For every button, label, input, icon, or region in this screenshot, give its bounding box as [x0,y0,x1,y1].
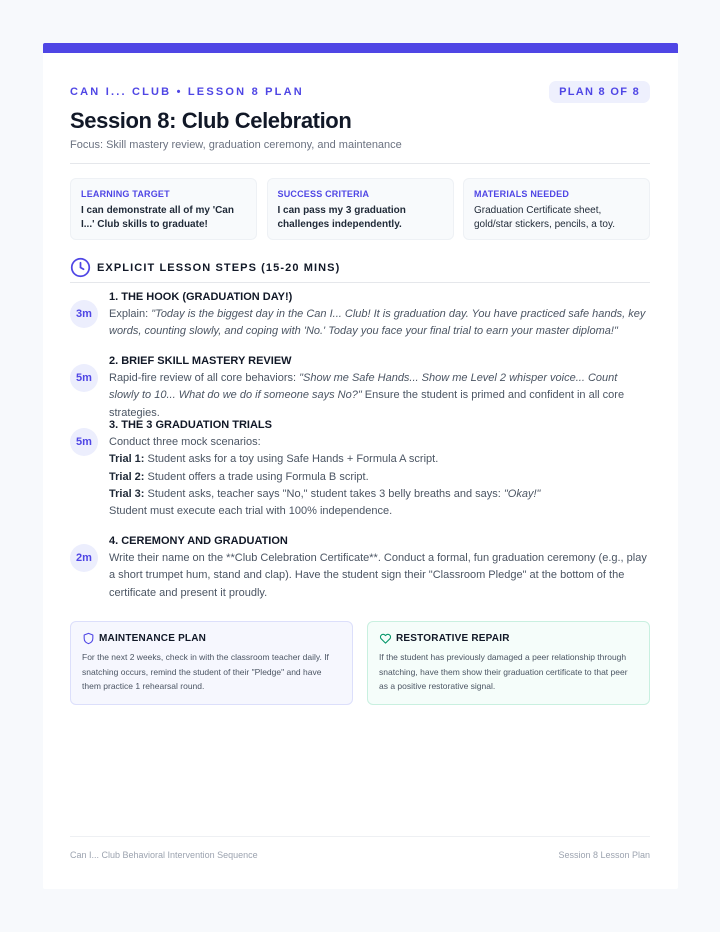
step-text [109,370,650,422]
trial-text: Student offers a trade using Formula B script. [144,470,369,483]
trial-label: Trial 3: [109,487,145,500]
step-prefix: Rapid-fire review of all core behaviors: [109,372,300,384]
plan-badge: PLAN 8 OF 8 [549,81,650,103]
step-body [109,418,650,520]
trial-quote: "Okay!" [503,487,541,500]
step-body [109,534,650,602]
step-intro: Conduct three mock scenarios: [109,436,261,448]
page-title: Session 8: Club Celebration [70,108,352,133]
divider [70,163,650,164]
step-text [109,306,650,341]
divider [70,282,650,283]
step-time-badge: 3m [70,300,98,328]
page-subtitle: Focus: Skill mastery review, graduation ceremony, and maintenance [70,139,402,151]
learning-target-card [70,178,257,240]
box-text: For the next 2 weeks, check in with the classroom teacher daily. If snatching occurs, remind the student of their "Pledge" and have them practice 1 rehearsal round. [82,652,329,691]
step-title: 4. CEREMONY AND GRADUATION [109,535,288,547]
footer-right-text: Session 8 Lesson Plan [558,850,650,860]
box-header [82,632,341,645]
footer-left-text: Can I... Club Behavioral Intervention Sequence [70,850,258,860]
card-label: MATERIALS NEEDED [474,189,570,199]
restorative-repair-box [367,621,650,705]
card-text: Graduation Certificate sheet, gold/star stickers, pencils, a toy. [474,205,615,230]
step-suffix: Ensure the student is primed and confident in all core strategies. [109,389,625,419]
step-time-badge: 5m [70,364,98,392]
summary-cards [70,178,650,240]
success-criteria-card [267,178,454,240]
trial-text: Student asks for a toy using Safe Hands + Formula A script. [144,453,439,466]
card-label: SUCCESS CRITERIA [277,189,370,199]
lesson-plan-page [43,43,678,889]
step-text [109,434,650,520]
step-time-badge: 5m [70,428,98,456]
step-title: 3. THE 3 GRADUATION TRIALS [109,419,272,431]
trial-line [109,451,650,468]
footer-divider [70,836,650,837]
trial-label: Trial 1: [109,453,145,466]
step-body [109,290,650,341]
step-prefix: Explain: [109,308,152,320]
accent-bar [43,43,678,53]
maintenance-plan-box [70,621,353,705]
step-text: Write their name on the **Club Celebration Certificate**. Conduct a formal, fun graduation ceremony (e.g., play a short trumpet hum, stand and clap). Have the student sign their "Classroom Pledge" at the bottom of the certificate and present it proudly. [109,552,647,599]
header-row [70,81,650,103]
section-title: EXPLICIT LESSON STEPS (15-20 MINS) [97,261,341,274]
trial-line [109,469,650,486]
eyebrow-label: CAN I... CLUB • LESSON 8 PLAN [70,86,304,98]
materials-card [463,178,650,240]
card-text: I can pass my 3 graduation challenges independently. [277,205,406,230]
lesson-steps-heading [70,257,650,278]
step-outro: Student must execute each trial with 100% independence. [109,505,393,518]
trial-text: Student asks, teacher says "No," student takes 3 belly breaths and says: [144,487,504,500]
step-time-badge: 2m [70,544,98,572]
shield-icon [82,632,95,645]
card-text: I can demonstrate all of my 'Can I...' Club skills to graduate! [81,205,234,230]
box-text: If the student has previously damaged a peer relationship through snatching, have them show their graduation certificate to that peer as a positive restorative signal. [379,652,628,691]
box-title: MAINTENANCE PLAN [99,633,207,644]
step-title: 2. BRIEF SKILL MASTERY REVIEW [109,355,292,367]
heart-icon [379,632,392,645]
box-title: RESTORATIVE REPAIR [396,633,510,644]
box-header [379,632,638,645]
step-quote: "Show me Safe Hands... Show me Level 2 whisper voice... Count slowly to 10... What do we do if someone says No?" [109,372,618,402]
clock-icon [70,257,91,278]
card-label: LEARNING TARGET [81,189,170,199]
footer [70,850,650,860]
page-content [70,53,650,860]
follow-up-boxes [70,621,650,705]
step-title: 1. THE HOOK (GRADUATION DAY!) [109,291,293,303]
trial-label: Trial 2: [109,470,145,483]
trial-line [109,486,650,503]
step-body [109,354,650,422]
step-quote: "Today is the biggest day in the Can I... Club! It is graduation day. You have practiced safe hands, key words, counting slowly, and coping with 'No.' Today you face your final trial to earn your master diploma!" [109,308,646,338]
